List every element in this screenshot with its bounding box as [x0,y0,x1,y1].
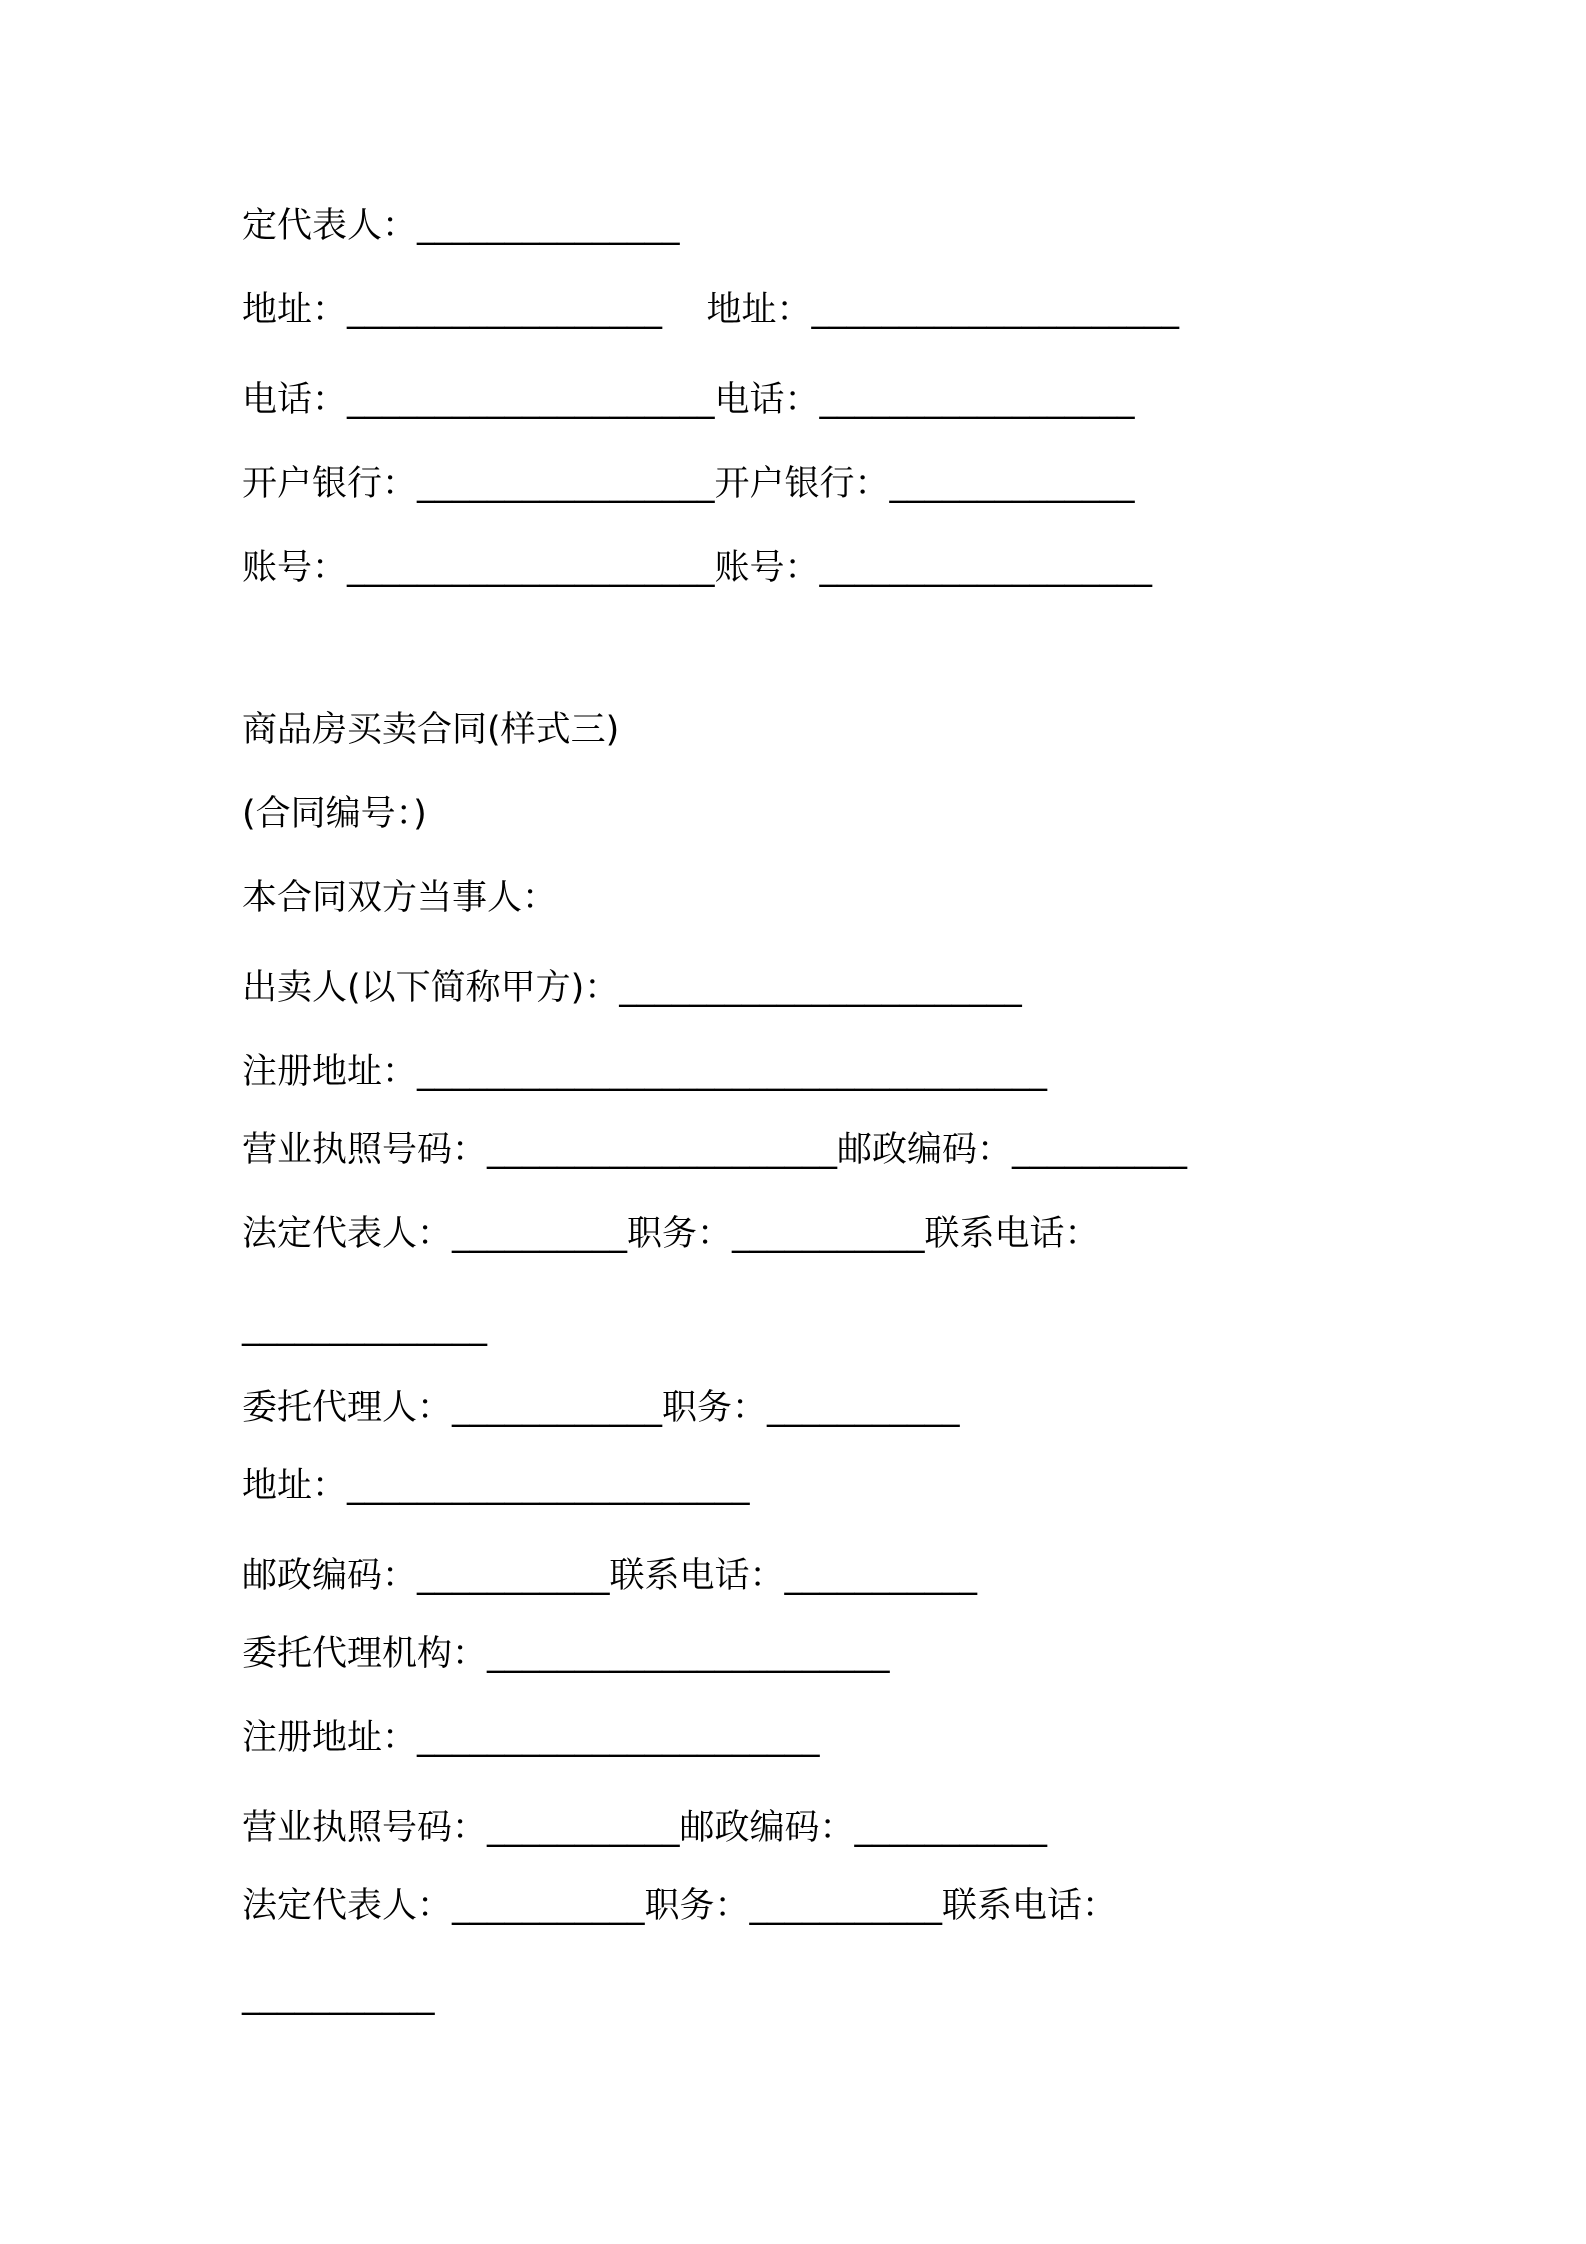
legal-representative-line: 定代表人：_______________ [242,206,680,246]
contract-number-line: (合同编号：) [242,794,427,834]
agency-registered-address-line: 注册地址：_______________________ [242,1718,820,1758]
agency-line: 委托代理机构：_______________________ [242,1634,890,1674]
phone-continuation-line: ______________ [242,1307,487,1347]
legal-rep-position-phone-line: 法定代表人：__________职务：___________联系电话： [242,1214,1100,1254]
agent-address-line: 地址：_______________________ [242,1466,750,1506]
phone-line: 电话：_____________________电话：__________________ [242,380,1135,420]
account-line: 账号：_____________________账号：___________________ [242,548,1153,588]
agent-line: 委托代理人：____________职务：___________ [242,1388,960,1428]
business-license-line: 营业执照号码：____________________邮政编码：__________ [242,1130,1188,1170]
seller-line: 出卖人(以下简称甲方)：_______________________ [242,968,1022,1008]
postal-phone-line: 邮政编码：___________联系电话：___________ [242,1556,978,1596]
registered-address-line: 注册地址：____________________________________ [242,1052,1048,1092]
contract-title: 商品房买卖合同(样式三) [242,710,620,750]
agency-business-license-line: 营业执照号码：___________邮政编码：___________ [242,1808,1048,1848]
agency-phone-continuation-line: ___________ [242,1976,435,2016]
bank-line: 开户银行：_________________开户银行：______________ [242,464,1135,504]
parties-heading: 本合同双方当事人： [242,878,558,918]
agency-legal-rep-line: 法定代表人：___________职务：___________联系电话： [242,1886,1118,1926]
address-line: 地址：__________________ 地址：_____________________ [242,290,1180,330]
